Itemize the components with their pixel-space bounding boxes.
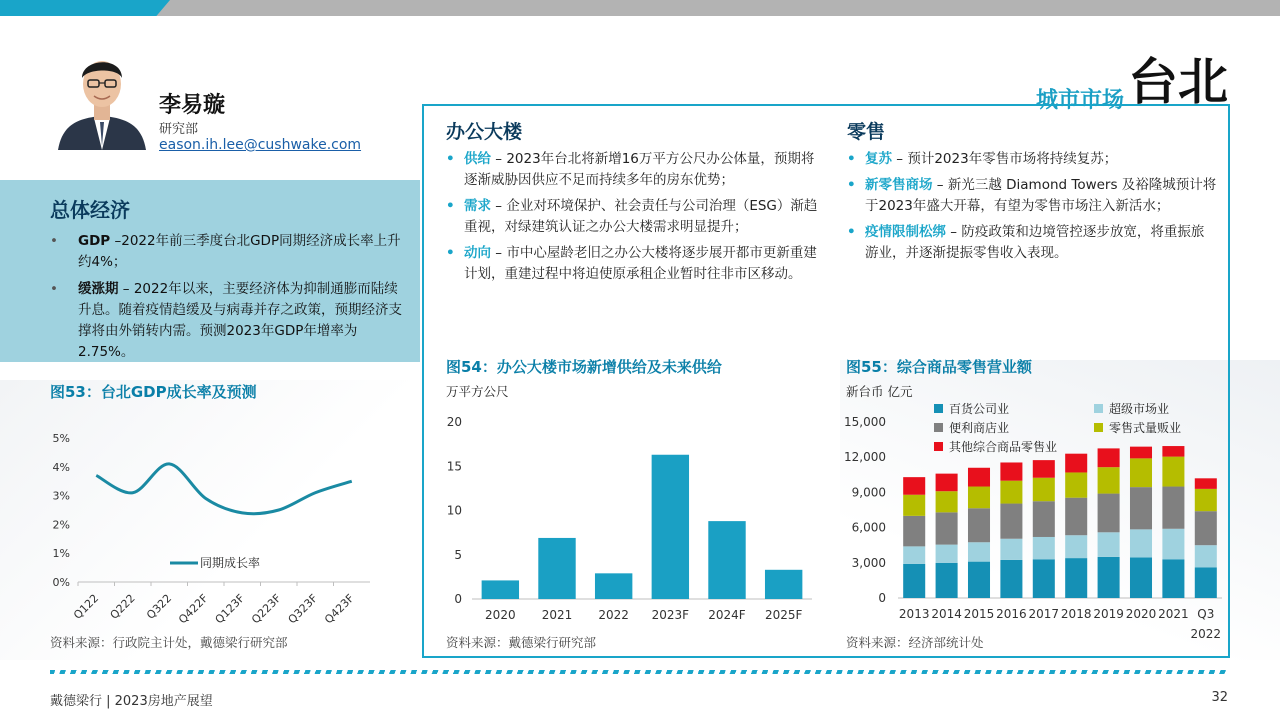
bar-segment-3 [1000,504,1022,539]
bar-segment-5 [936,474,958,492]
y-tick-label: 3,000 [851,555,886,570]
legend-swatch [1094,404,1103,413]
legend-label: 同期成长率 [200,556,261,570]
author-name: 李易璇 [159,93,226,118]
bar-segment-4 [1000,481,1022,504]
legend-label: 百货公司业 [949,402,1010,416]
bar-segment-4 [968,487,990,509]
bar-segment-2 [1065,535,1087,558]
footer-label: 戴德梁行 | 2023房地产展望 [50,694,213,709]
bar-segment-3 [1098,494,1120,533]
bar-segment-3 [903,516,925,547]
bar-segment-3 [1033,501,1055,537]
bar-segment-1 [1033,559,1055,598]
x-tick-sublabel: 2022 [1190,627,1222,641]
x-tick-label: 2018 [1060,607,1092,621]
office-item-text: – 企业对环境保护、社会责任与公司治理（ESG）渐趋重视，对绿建筑认证之办公大楼需求明显提升； [464,198,818,235]
gdp-line-chart [40,420,390,630]
footer-dashed-line [50,670,1230,674]
bar-segment-1 [968,562,990,598]
economy-title: 总体经济 [50,198,130,222]
bar-segment-4 [1065,472,1087,497]
y-tick-label: 4% [52,460,70,474]
retail-item-keyword: 疫情限制松绑 [865,224,946,240]
bar-segment-4 [1195,489,1217,511]
y-tick-label: 5% [52,432,70,445]
x-tick-label: 2022 [598,608,629,622]
bar-segment-5 [1098,448,1120,467]
x-tick-label: Q322 [144,591,175,622]
y-tick-label: 6,000 [851,520,886,535]
x-tick-label: 2019 [1093,607,1124,621]
bar-segment-3 [936,512,958,544]
x-tick-label: Q123F [212,591,248,627]
bar-segment-2 [1130,529,1152,557]
bar-segment-2 [936,545,958,563]
top-bar [0,0,1280,16]
bar-segment-4 [903,495,925,516]
office-title: 办公大楼 [446,121,523,143]
economy-list [50,231,406,363]
bar-segment-1 [1130,558,1152,598]
gdp-chart-title: 图53：台北GDP成长率及预测 [50,383,257,401]
y-tick-label: 0% [52,576,70,589]
y-tick-label: 1% [52,547,70,561]
retail-chart-title: 图55：综合商品零售营业额 [846,358,1032,376]
retail-sales-stacked-chart [840,396,1224,652]
office-list [446,149,824,290]
office-item [446,149,824,191]
bar-segment-5 [1162,446,1184,457]
office-chart-title: 图54：办公大楼市场新增供给及未来供给 [446,358,722,376]
y-tick-label: 15 [446,459,462,474]
economy-item [50,279,406,363]
bar-segment-2 [1162,529,1184,560]
legend-swatch [934,423,943,432]
bar-segment-2 [1033,537,1055,559]
bar-segment-5 [1130,447,1152,459]
bar-2025F [765,570,802,599]
y-tick-label: 5 [454,547,462,562]
office-item-keyword: 需求 [464,198,491,214]
bar-segment-5 [1065,454,1087,473]
legend-swatch [1094,423,1103,432]
y-tick-label: 9,000 [851,485,886,500]
bar-segment-5 [1195,478,1217,489]
bar-segment-2 [903,546,925,564]
x-tick-label: Q422F [176,591,211,627]
x-tick-label: 2017 [1028,607,1060,621]
y-tick-label: 20 [446,415,462,429]
x-tick-label: 2024F [708,608,746,622]
y-tick-label: 3% [52,489,70,503]
economy-item [50,231,406,273]
x-tick-label: Q423F [322,591,357,627]
city-label: 城市市场 [1035,88,1124,113]
economy-box [0,180,420,362]
page-number: 32 [1211,690,1228,705]
author-email-link[interactable]: eason.ih.lee@cushwake.com [159,137,362,153]
x-tick-label: 2025F [764,608,803,622]
y-tick-label: 15,000 [844,415,886,429]
x-tick-label: 2015 [963,607,995,621]
bar-2021 [538,538,575,599]
bar-segment-4 [1162,457,1184,487]
x-tick-label: 2014 [931,607,962,621]
x-tick-label: Q3 [1197,607,1215,621]
y-tick-label: 2% [52,518,70,532]
city-name: 台北 [1128,53,1228,111]
x-tick-label: 2013 [898,607,930,621]
bar-segment-1 [1065,558,1087,598]
bar-segment-1 [936,563,958,598]
office-item-text: – 2023年台北将新增16万平方公尺办公体量，预期将逐渐威胁因供应不足而持续多年的房东优势； [464,151,815,188]
bar-2023F [652,455,689,599]
bar-2022 [595,573,632,599]
bar-segment-4 [936,491,958,512]
retail-title: 零售 [847,121,886,143]
legend-label: 超级市场业 [1109,402,1170,416]
bar-segment-5 [968,468,990,487]
y-tick-label: 10 [446,503,462,518]
avatar [54,46,150,150]
x-tick-label: 2020 [1125,607,1157,621]
y-tick-label: 0 [454,592,462,606]
top-bar-accent [0,0,170,16]
x-tick-label: Q323F [285,591,321,627]
bar-segment-1 [1000,560,1022,598]
office-chart-source: 资料来源：戴德梁行研究部 [446,635,597,650]
legend-label: 零售式量贩业 [1109,421,1182,435]
retail-item-text: – 防疫政策和边境管控逐步放宽，将重振旅游业，并逐渐提振零售收入表现。 [865,224,1205,261]
retail-item-text: – 新光三越 Diamond Towers 及裕隆城预计将于2023年盛大开幕，有望为零售市场注入新活水； [865,177,1217,214]
x-tick-label: 2021 [541,608,573,622]
bar-segment-1 [1162,559,1184,598]
series-line-gdp-growth [96,464,352,514]
x-tick-label: 2016 [996,607,1027,621]
legend-label: 便利商店业 [949,421,1010,435]
bar-segment-3 [1162,487,1184,529]
bar-segment-1 [903,564,925,598]
economy-item-keyword: 缓涨期 [78,281,119,297]
bar-2024F [708,521,745,599]
gdp-chart-source: 资料来源：行政院主计处，戴德梁行研究部 [50,635,288,650]
x-tick-label: Q222 [107,591,138,622]
x-tick-label: 2021 [1158,607,1189,621]
bar-2020 [482,580,519,599]
retail-item [847,149,1217,170]
x-tick-label: Q122 [71,591,102,622]
bar-segment-4 [1098,467,1120,493]
bar-segment-3 [968,508,990,542]
bar-segment-4 [1033,478,1055,501]
author-dept: 研究部 [159,122,199,137]
office-item [446,196,824,238]
retail-chart-unit: 新台币 亿元 [846,384,913,399]
x-tick-label: Q223F [249,591,284,627]
retail-item [847,175,1217,217]
bar-segment-2 [1098,532,1120,557]
retail-item-keyword: 复苏 [865,151,892,167]
bar-segment-1 [1195,567,1217,598]
retail-list [847,149,1217,269]
retail-item-keyword: 新零售商场 [865,177,933,193]
legend-label: 其他综合商品零售业 [949,440,1058,454]
legend-swatch [934,442,943,451]
bar-segment-3 [1195,511,1217,545]
bar-segment-3 [1130,487,1152,529]
bar-segment-5 [1033,460,1055,478]
office-item-text: – 市中心屋龄老旧之办公大楼将逐步展开都市更新重建计划，重建过程中将迫使原承租企业暂时往非市区移动。 [464,245,817,282]
bar-segment-1 [1098,557,1120,598]
economy-item-text: –2022年前三季度台北GDP同期经济成长率上升约4%； [78,233,401,270]
bar-segment-5 [1000,462,1022,480]
bar-segment-2 [1195,545,1217,567]
y-tick-label: 0 [878,591,886,605]
y-tick-label: 12,000 [844,450,886,465]
economy-item-keyword: GDP [78,233,111,249]
bar-segment-4 [1130,458,1152,487]
bar-segment-2 [968,542,990,561]
economy-item-text: – 2022年以来，主要经济体为抑制通膨而陆续升息。随着疫情趋缓及与病毒并存之政策，预期经济支撑将由外销转内需。预测2023年GDP年增率为2.75%。 [78,281,402,360]
legend-swatch [934,404,943,413]
retail-item [847,222,1217,264]
bar-segment-2 [1000,539,1022,560]
office-item [446,243,824,285]
retail-chart-source: 资料来源：经济部统计处 [846,635,984,650]
bar-segment-5 [903,477,925,495]
x-tick-label: 2020 [485,608,516,622]
retail-item-text: – 预计2023年零售市场将持续复苏； [892,151,1118,167]
x-tick-label: 2023F [651,608,690,622]
office-item-keyword: 动向 [464,245,491,261]
office-chart-unit: 万平方公尺 [446,384,509,399]
office-supply-bar-chart [436,408,822,628]
office-item-keyword: 供给 [464,151,491,167]
bar-segment-3 [1065,498,1087,536]
